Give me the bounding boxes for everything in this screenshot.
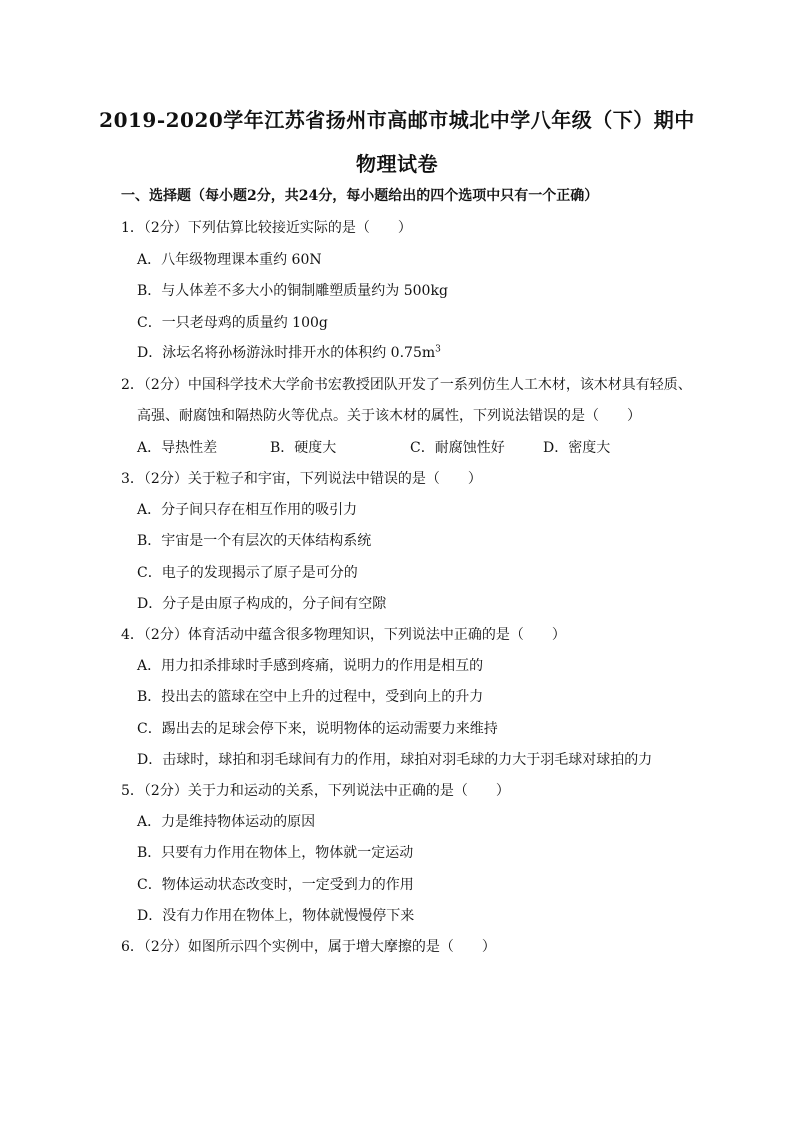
question-2-option-c: C．耐腐蚀性好 [410,440,505,456]
question-3-option-c: C．电子的发现揭示了原子是可分的 [137,565,358,581]
question-4-option-a: A．用力扣杀排球时手感到疼痛，说明力的作用是相互的 [137,658,484,674]
question-3-option-d: D．分子是由原子构成的，分子间有空隙 [137,596,387,612]
question-2-option-d: D．密度大 [543,440,611,456]
question-3-option-a: A．分子间只存在相互作用的吸引力 [137,502,358,518]
section-heading: 一、选择题（每小题2分，共24分，每小题给出的四个选项中只有一个正确） [121,188,599,204]
exam-title-line1: 2019-2020学年江苏省扬州市高邮市城北中学八年级（下）期中 [99,108,695,132]
question-2-stem-line2: 高强、耐腐蚀和隔热防火等优点。关于该木材的属性，下列说法错误的是（ ） [137,408,641,424]
question-1-option-b: B．与人体差不多大小的铜制雕塑质量约为 500kg [137,283,448,299]
question-5-option-b: B．只要有力作用在物体上，物体就一定运动 [137,845,414,861]
question-1-option-a: A．八年级物理课本重约 60N [137,252,322,268]
question-4-option-c: C．踢出去的足球会停下来，说明物体的运动需要力来维持 [137,721,498,737]
question-5-option-c: C．物体运动状态改变时，一定受到力的作用 [137,877,414,893]
question-1-stem: 1．（2分）下列估算比较接近实际的是（ ） [121,220,412,236]
question-5-stem: 5．（2分）关于力和运动的关系，下列说法中正确的是（ ） [121,783,510,799]
question-3-option-b: B．宇宙是一个有层次的天体结构系统 [137,533,372,549]
question-2-option-b: B．硬度大 [270,440,337,456]
question-5-option-d: D．没有力作用在物体上，物体就慢慢停下来 [137,908,415,924]
question-1-option-d-text: D．泳坛名将孙杨游泳时排开水的体积约 0.75m [137,345,436,361]
question-3-stem: 3．（2分）关于粒子和宇宙，下列说法中错误的是（ ） [121,471,482,487]
question-6-stem: 6．（2分）如图所示四个实例中，属于增大摩擦的是（ ） [121,939,496,955]
question-2-stem-line1: 2．（2分）中国科学技术大学俞书宏教授团队开发了一系列仿生人工木材，该木材具有轻质、 [121,377,692,393]
question-1-option-d [137,342,441,362]
cubic-superscript: 3 [435,344,441,355]
exam-title-line2: 物理试卷 [356,152,438,176]
question-4-option-b: B．投出去的篮球在空中上升的过程中，受到向上的升力 [137,689,484,705]
question-4-option-d: D．击球时，球拍和羽毛球间有力的作用，球拍对羽毛球的力大于羽毛球对球拍的力 [137,752,653,768]
question-2-options-row [137,437,677,457]
question-4-stem: 4．（2分）体育活动中蕴含很多物理知识，下列说法中正确的是（ ） [121,627,566,643]
question-2-option-a: A．导热性差 [137,440,218,456]
question-1-option-c: C．一只老母鸡的质量约 100g [137,315,328,331]
question-5-option-a: A．力是维持物体运动的原因 [137,814,316,830]
